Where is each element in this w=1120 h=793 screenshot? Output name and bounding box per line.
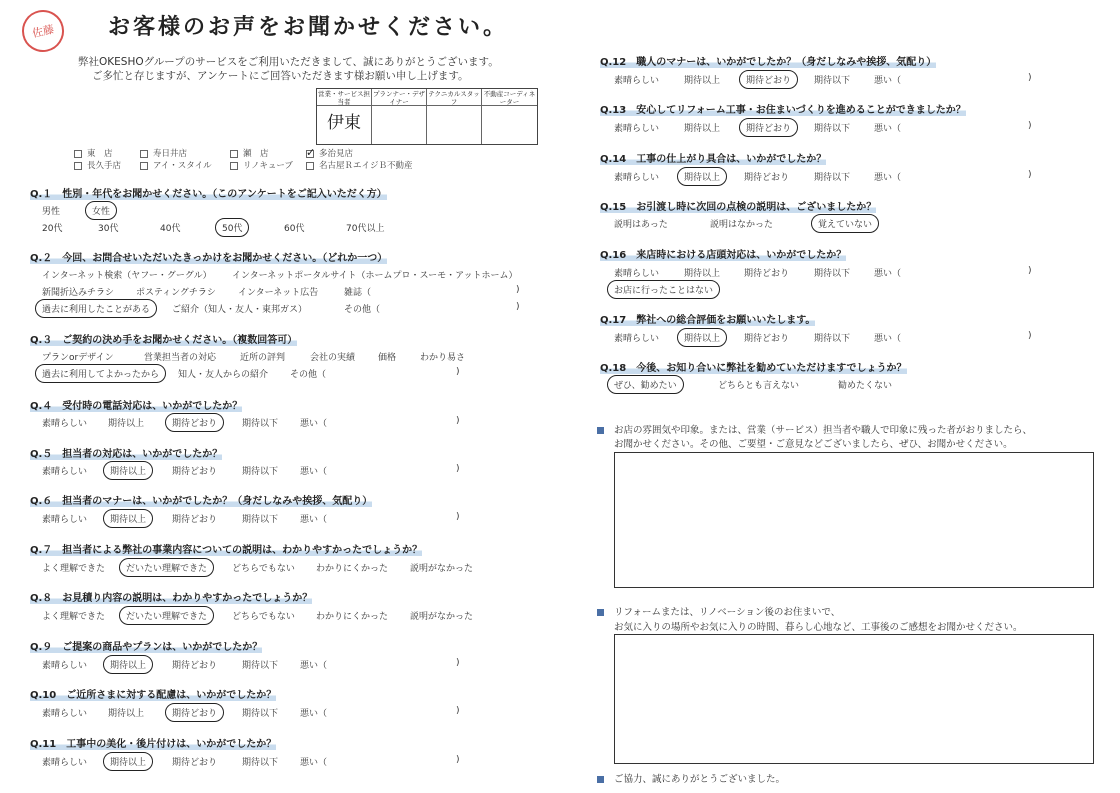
option-flyer[interactable]: 新聞折込みチラシ [42,288,115,298]
rating-option[interactable]: 期待どおり [744,173,790,183]
comment-1-prompt: お店の雰囲気や印象。または、営業（サービス）担当者や職人で印象に残った者がおりましたら、 [597,422,1032,436]
staff-header-planner: プランナー・デザイナー [373,90,425,106]
rating-option[interactable]: 素晴らしい [614,334,660,344]
close-paren: ) [456,658,460,668]
rating-option[interactable]: 期待以下 [242,758,279,768]
rating-option[interactable]: 期待どおり [739,118,798,137]
rating-option[interactable]: 期待どおり [744,269,790,279]
rating-option[interactable]: 期待以下 [814,334,851,344]
rating-option[interactable]: 期待以下 [242,515,279,525]
comment-2-prompt: リフォームまたは、リノベーション後のお住まいで、 [597,604,840,618]
option-track-record[interactable]: 会社の実績 [310,353,356,363]
close-paren: ) [1028,121,1032,131]
question-17: Q.17 弊社への総合評価をお願いいたします。 [600,311,815,326]
store-option[interactable]: 寿日井店 [140,147,187,159]
question-13: Q.13 安心してリフォーム工事・お住まいづくりを進めることができましたか？ [600,101,966,116]
rating-option[interactable]: 期待どおり [172,661,218,671]
explanation-option[interactable]: 覚えていない [811,214,879,233]
question-12: Q.12 職人のマナーは、いかがでしたか？（身だしなみや挨拶、気配り） [600,53,936,68]
option-posting[interactable]: ポスティングチラシ [136,288,216,298]
question-16: Q.16 来店時における店頭対応は、いかがでしたか？ [600,246,846,261]
rating-option[interactable]: 期待以上 [103,655,153,674]
question-14: Q.14 工事の仕上がり具合は、いかがでしたか？ [600,150,826,165]
staff-header-technical: テクニカルスタッフ [427,89,482,106]
rating-option[interactable]: 期待以上 [108,709,145,719]
page-title: お客様のお声をお聞かせください。 [108,15,509,40]
question-2: Q.２ 今回、お問合せいただいたきっかけをお聞かせください。（どれか一つ） [30,249,387,264]
understanding-option[interactable]: わかりにくかった [316,564,389,574]
checkbox-icon [74,162,82,170]
rating-option[interactable]: 期待どおり [172,758,218,768]
option-past-good[interactable]: 過去に利用してよかったから [35,364,166,383]
rating-option[interactable]: 期待どおり [165,703,224,722]
question-10: Q.10 ご近所さまに対する配慮は、いかがでしたか？ [30,686,276,701]
recommend-option[interactable]: ぜひ、勧めたい [607,375,684,394]
rating-option[interactable]: 悪い（ [300,661,328,671]
staff-planner-name[interactable] [372,106,427,144]
question-1: Q.１ 性別・年代をお聞かせください。（このアンケートをご記入いただく方） [30,185,387,200]
rating-option[interactable]: 期待どおり [165,413,224,432]
staff-technical-name[interactable] [427,106,482,144]
rating-option[interactable]: 期待どおり [172,467,218,477]
option-age[interactable]: 40代 [160,224,181,234]
rating-option[interactable]: 素晴らしい [42,467,88,477]
close-paren: ) [456,706,460,716]
rating-option[interactable]: 素晴らしい [42,419,88,429]
checkbox-icon [74,150,82,158]
close-paren: ) [456,755,460,765]
option-past-use[interactable]: 過去に利用したことがある [35,299,157,318]
rating-option[interactable]: 期待どおり [744,334,790,344]
checkbox-icon [140,162,148,170]
comment-2-box[interactable] [614,634,1094,764]
question-15: Q.15 お引渡し時に次回の点検の説明は、ございましたか？ [600,198,876,213]
understanding-option[interactable]: 説明がなかった [410,612,474,622]
rating-option[interactable]: 悪い（ [874,76,902,86]
rating-option[interactable]: 期待以上 [103,509,153,528]
rating-option[interactable]: 期待どおり [739,70,798,89]
option-other[interactable]: その他（ [290,370,327,380]
close-paren: ) [1028,331,1032,341]
understanding-option[interactable]: 説明がなかった [410,564,474,574]
rating-option[interactable]: 期待以上 [103,461,153,480]
rating-option[interactable]: 悪い（ [300,467,328,477]
option-male[interactable]: 男性 [42,207,61,217]
recommend-option[interactable]: どちらとも言えない [718,381,800,391]
rating-option[interactable]: 素晴らしい [42,758,88,768]
option-price[interactable]: 価格 [378,353,397,363]
option-age[interactable]: 70代以上 [346,224,385,234]
rating-option[interactable]: 期待以下 [814,76,851,86]
store-option[interactable]: 東 店 [74,147,113,159]
approval-stamp: 佐藤 [18,6,68,56]
checkbox-icon [306,162,314,170]
staff-header-sales: 営業・サービス担当者 [318,90,370,106]
rating-option[interactable]: 素晴らしい [42,515,88,525]
rating-option[interactable]: 悪い（ [874,173,902,183]
close-paren: ) [456,416,460,426]
intro-line-1: 弊社OKESHOグループのサービスをご利用いただきまして、誠にありがとうございます。 [78,56,499,68]
rating-option[interactable]: 期待以下 [814,173,851,183]
square-bullet-icon [597,427,604,434]
question-5: Q.５ 担当者の対応は、いかがでしたか？ [30,445,222,460]
rating-option[interactable]: 期待以下 [242,419,279,429]
option-age[interactable]: 20代 [42,224,63,234]
square-bullet-icon [597,776,604,783]
rating-option[interactable]: 悪い（ [300,419,328,429]
rating-option[interactable]: 素晴らしい [614,269,660,279]
rating-option[interactable]: 期待以下 [242,467,279,477]
checkbox-icon [140,150,148,158]
option-reputation[interactable]: 近所の評判 [240,353,286,363]
question-8: Q.８ お見積り内容の説明は、わかりやすかったでしょうか？ [30,589,312,604]
question-11: Q.11 工事中の美化・後片付けは、いかがでしたか？ [30,735,276,750]
rating-option[interactable]: 期待以下 [814,269,851,279]
staff-realestate-name[interactable] [482,106,537,144]
close-paren: ) [1028,170,1032,180]
close-paren: ) [456,367,460,377]
option-age[interactable]: 60代 [284,224,305,234]
question-6: Q.６ 担当者のマナーは、いかがでしたか？（身だしなみや挨拶、気配り） [30,492,372,507]
close-paren: ) [1028,266,1032,276]
option-magazine[interactable]: 雑誌（ [344,288,372,298]
option-female[interactable]: 女性 [85,201,117,220]
option-staff[interactable]: 営業担当者の対応 [144,353,217,363]
option-friend-referral[interactable]: 知人・友人からの紹介 [178,370,269,380]
option-other[interactable]: その他（ [344,305,381,315]
rating-option[interactable]: 期待どおり [172,515,218,525]
store-option[interactable]: 名古屋ＲエイジＢ不動産 [306,159,413,171]
rating-option[interactable]: 素晴らしい [42,709,88,719]
explanation-option[interactable]: 説明はあった [614,220,668,230]
option-search[interactable]: インターネット検索（ヤフー・グーグル） [42,271,212,281]
store-option[interactable]: 瀬 店 [230,147,269,159]
rating-option[interactable]: 期待以下 [242,661,279,671]
checked-checkbox-icon [306,150,314,158]
checkbox-icon [230,150,238,158]
understanding-option[interactable]: だいたい理解できた [119,606,214,625]
comment-1-box[interactable] [614,452,1094,588]
staff-table [316,88,538,145]
rating-option[interactable]: 期待以上 [684,124,721,134]
close-paren: ) [456,464,460,474]
comment-2-prompt-line2: お気に入りの場所やお気に入りの時間、暮らし心地など、工事後のご感想をお聞かせください。 [614,622,1023,633]
question-3: Q.３ ご契約の決め手をお聞かせください。（複数回答可） [30,331,297,346]
option-portal[interactable]: インターネットポータルサイト（ホームプロ・スーモ・アットホーム） [232,271,518,281]
understanding-option[interactable]: よく理解できた [42,612,106,622]
square-bullet-icon [597,609,604,616]
understanding-option[interactable]: だいたい理解できた [119,558,214,577]
option-clarity[interactable]: わかり易さ [420,353,466,363]
staff-sales-name[interactable]: 伊東 [317,106,372,144]
understanding-option[interactable]: よく理解できた [42,564,106,574]
rating-option[interactable]: 素晴らしい [42,661,88,671]
understanding-option[interactable]: どちらでもない [232,612,295,622]
option-age[interactable]: 50代 [215,218,249,237]
question-4: Q.４ 受付時の電話対応は、いかがでしたか？ [30,397,242,412]
rating-option[interactable]: 期待以上 [684,269,721,279]
rating-option[interactable]: 悪い（ [300,709,328,719]
rating-option[interactable]: 期待以上 [103,752,153,771]
store-option[interactable]: ✓ 多治見店 [306,147,353,159]
rating-option[interactable]: 期待以上 [677,167,727,186]
recommend-option[interactable]: 勧めたくない [838,381,893,391]
rating-option[interactable]: 悪い（ [874,124,902,134]
rating-option[interactable]: 悪い（ [874,269,902,279]
rating-option[interactable]: 悪い（ [874,334,902,344]
staff-header-realestate: 不動産コーディネーター [483,90,536,106]
store-option[interactable]: アイ・スタイル [140,159,212,171]
close-paren: ) [516,302,520,312]
option-referral[interactable]: ご紹介（知人・友人・東邦ガス） [172,305,308,315]
option-never-visited[interactable]: お店に行ったことはない [607,280,720,299]
comment-1-prompt-line2: お聞かせください。その他、ご要望・ご意見などございましたら、ぜひ、お聞かせください。 [614,439,1013,450]
understanding-option[interactable]: どちらでもない [232,564,295,574]
close-paren: ) [456,512,460,522]
intro-line-2: ご多忙と存じますが、アンケートにご回答いただきます様お願い申し上げます。 [92,70,469,82]
rating-option[interactable]: 悪い（ [300,515,328,525]
question-18: Q.18 今後、お知り合いに弊社を勧めていただけますでしょうか？ [600,359,907,374]
question-9: Q.９ ご提案の商品やプランは、いかがでしたか？ [30,638,262,653]
rating-option[interactable]: 期待以上 [684,76,721,86]
close-paren: ) [1028,73,1032,83]
rating-option[interactable]: 素晴らしい [614,124,660,134]
understanding-option[interactable]: わかりにくかった [316,612,389,622]
rating-option[interactable]: 期待以下 [814,124,851,134]
checkbox-icon [230,162,238,170]
question-7: Q.７ 担当者による弊社の事業内容についての説明は、わかりやすかったでしょうか？ [30,541,422,556]
option-web-ad[interactable]: インターネット広告 [238,288,319,298]
store-option[interactable]: 長久手店 [74,159,121,171]
option-age[interactable]: 30代 [98,224,119,234]
explanation-option[interactable]: 説明はなかった [710,220,774,230]
option-plan[interactable]: プランorデザイン [42,353,114,363]
rating-option[interactable]: 悪い（ [300,758,328,768]
rating-option[interactable]: 素晴らしい [614,76,660,86]
thanks-note: ご協力、誠にありがとうございました。 [597,771,785,785]
rating-option[interactable]: 期待以上 [677,328,727,347]
rating-option[interactable]: 期待以下 [242,709,279,719]
close-paren: ) [516,285,520,295]
rating-option[interactable]: 素晴らしい [614,173,660,183]
store-option[interactable]: リノキューブ [230,159,293,171]
rating-option[interactable]: 期待以上 [108,419,145,429]
